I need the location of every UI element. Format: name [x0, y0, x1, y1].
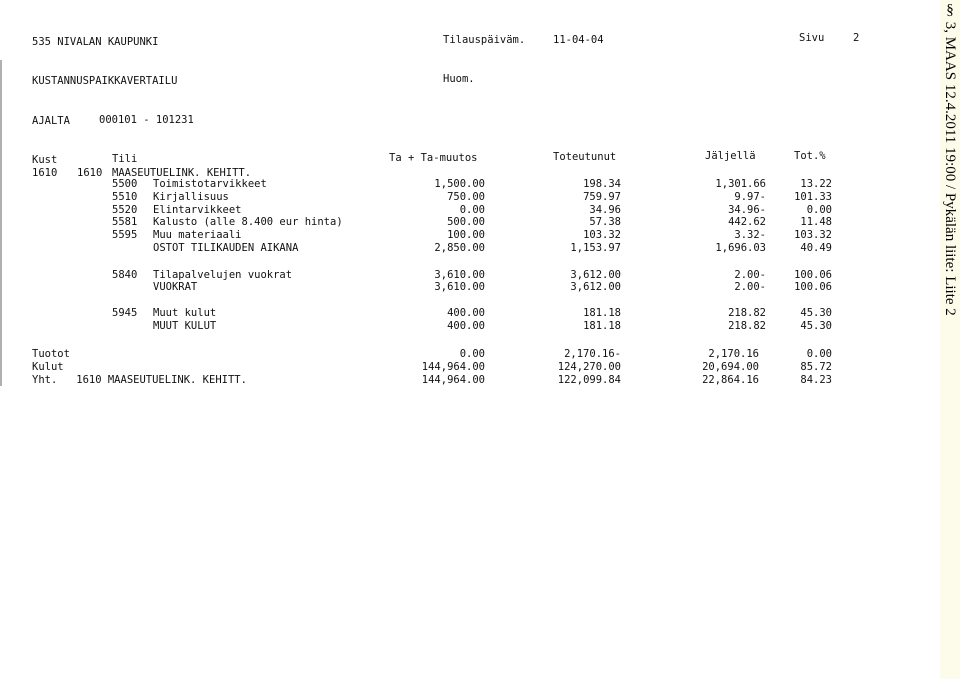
total-pct: 84.23	[800, 374, 832, 386]
row-actual: 57.38	[589, 216, 621, 229]
row-pct: 40.49	[800, 241, 832, 254]
row-budget: 400.00	[447, 319, 485, 332]
row-name: Toimistotarvikkeet	[153, 178, 267, 190]
total-actual: 122,099.84	[557, 374, 621, 386]
total-pct: 85.72	[800, 361, 832, 373]
total-label: Tuotot	[32, 348, 70, 360]
row-actual: 181.18	[583, 307, 621, 319]
scan-edge	[0, 60, 2, 386]
order-date-label: Tilauspäiväm.	[443, 34, 526, 46]
row-actual: 1,153.97	[570, 241, 621, 254]
total-remaining: 20,694.00	[702, 361, 759, 373]
total-actual: 2,170.16-	[564, 348, 621, 360]
page-number: 2	[853, 32, 860, 44]
row-name: Kirjallisuus	[153, 190, 229, 203]
row-account: 5520	[112, 203, 138, 216]
col-kust: Kust	[32, 154, 58, 166]
row-name: Muut kulut	[153, 307, 217, 319]
period-value: 000101 - 101231	[99, 114, 194, 126]
row-remaining: 1,301.66	[715, 178, 766, 190]
total-remaining: 2,170.16	[708, 348, 759, 360]
row-name: Muu materiaali	[153, 229, 242, 241]
col-actual: Toteutunut	[553, 151, 617, 163]
side-stamp: § 3, MAAS 12.4.2011 19:00 / Pykälän liite: Liite 2	[942, 2, 958, 316]
row-pct: 45.30	[800, 319, 832, 332]
col-remaining: Jäljellä	[705, 150, 756, 162]
period-label: AJALTA	[32, 115, 70, 127]
row-remaining: 218.82	[728, 307, 766, 319]
col-pct: Tot.%	[794, 150, 826, 162]
row-name: MUUT KULUT	[153, 319, 217, 332]
col-tili: Tili	[112, 153, 138, 165]
row-actual: 181.18	[583, 319, 621, 332]
row-pct: 13.22	[800, 178, 832, 190]
report-title: KUSTANNUSPAIKKAVERTAILU	[32, 75, 178, 87]
row-pct: 100.06	[794, 268, 832, 281]
total-budget: 144,964.00	[421, 361, 485, 373]
row-pct: 101.33	[794, 190, 832, 203]
row-pct: 100.06	[794, 281, 832, 294]
row-remaining: 3.32-	[734, 229, 766, 241]
page-label: Sivu	[799, 32, 825, 44]
total-remaining: 22,864.16	[702, 374, 759, 386]
row-actual: 34.96	[589, 203, 621, 216]
row-pct: 45.30	[800, 307, 832, 319]
row-pct: 11.48	[800, 216, 832, 229]
row-pct: 0.00	[806, 203, 832, 216]
row-budget: 0.00	[459, 203, 485, 216]
total-pct: 0.00	[806, 348, 832, 360]
row-budget: 400.00	[447, 307, 485, 319]
row-pct: 103.32	[794, 229, 832, 241]
total-label: Yht. 1610 MAASEUTUELINK. KEHITT.	[32, 374, 247, 386]
row-remaining: 9.97-	[734, 190, 766, 203]
row-remaining: 218.82	[728, 319, 766, 332]
row-account: 5500	[112, 178, 138, 190]
row-remaining: 1,696.03	[715, 241, 766, 254]
row-budget: 3,610.00	[434, 281, 485, 294]
row-budget: 500.00	[447, 216, 485, 229]
row-remaining: 2.00-	[734, 268, 766, 281]
row-actual: 103.32	[583, 229, 621, 241]
col-budget: Ta + Ta-muutos	[389, 152, 478, 164]
row-account: 5840	[112, 268, 138, 281]
row-actual: 3,612.00	[570, 281, 621, 294]
row-budget: 750.00	[447, 190, 485, 203]
cost-center-code: 1610	[32, 167, 58, 179]
row-name: Elintarvikkeet	[153, 203, 242, 216]
total-label: Kulut	[32, 361, 64, 373]
row-actual: 3,612.00	[570, 268, 621, 281]
total-actual: 124,270.00	[557, 361, 621, 373]
row-budget: 3,610.00	[434, 268, 485, 281]
row-account: 5595	[112, 229, 138, 241]
row-budget: 100.00	[447, 229, 485, 241]
order-date: 11-04-04	[553, 34, 604, 46]
row-account: 5945	[112, 307, 138, 319]
total-budget: 144,964.00	[421, 374, 485, 386]
org-name: 535 NIVALAN KAUPUNKI	[32, 36, 159, 48]
row-actual: 759.97	[583, 190, 621, 203]
row-remaining: 34.96-	[728, 203, 766, 216]
row-name: Kalusto (alle 8.400 eur hinta)	[153, 216, 343, 229]
row-name: OSTOT TILIKAUDEN AIKANA	[153, 241, 299, 254]
note-label: Huom.	[443, 73, 475, 85]
row-remaining: 2.00-	[734, 281, 766, 294]
row-budget: 1,500.00	[434, 178, 485, 190]
row-account: 5510	[112, 190, 138, 203]
cost-center-name: MAASEUTUELINK. KEHITT.	[112, 167, 252, 179]
row-account: 5581	[112, 216, 138, 229]
row-name: VUOKRAT	[153, 281, 198, 294]
total-budget: 0.00	[459, 348, 485, 360]
row-name: Tilapalvelujen vuokrat	[153, 268, 293, 281]
row-actual: 198.34	[583, 178, 621, 190]
cost-center-account: 1610	[77, 167, 103, 179]
row-budget: 2,850.00	[434, 241, 485, 254]
row-remaining: 442.62	[728, 216, 766, 229]
